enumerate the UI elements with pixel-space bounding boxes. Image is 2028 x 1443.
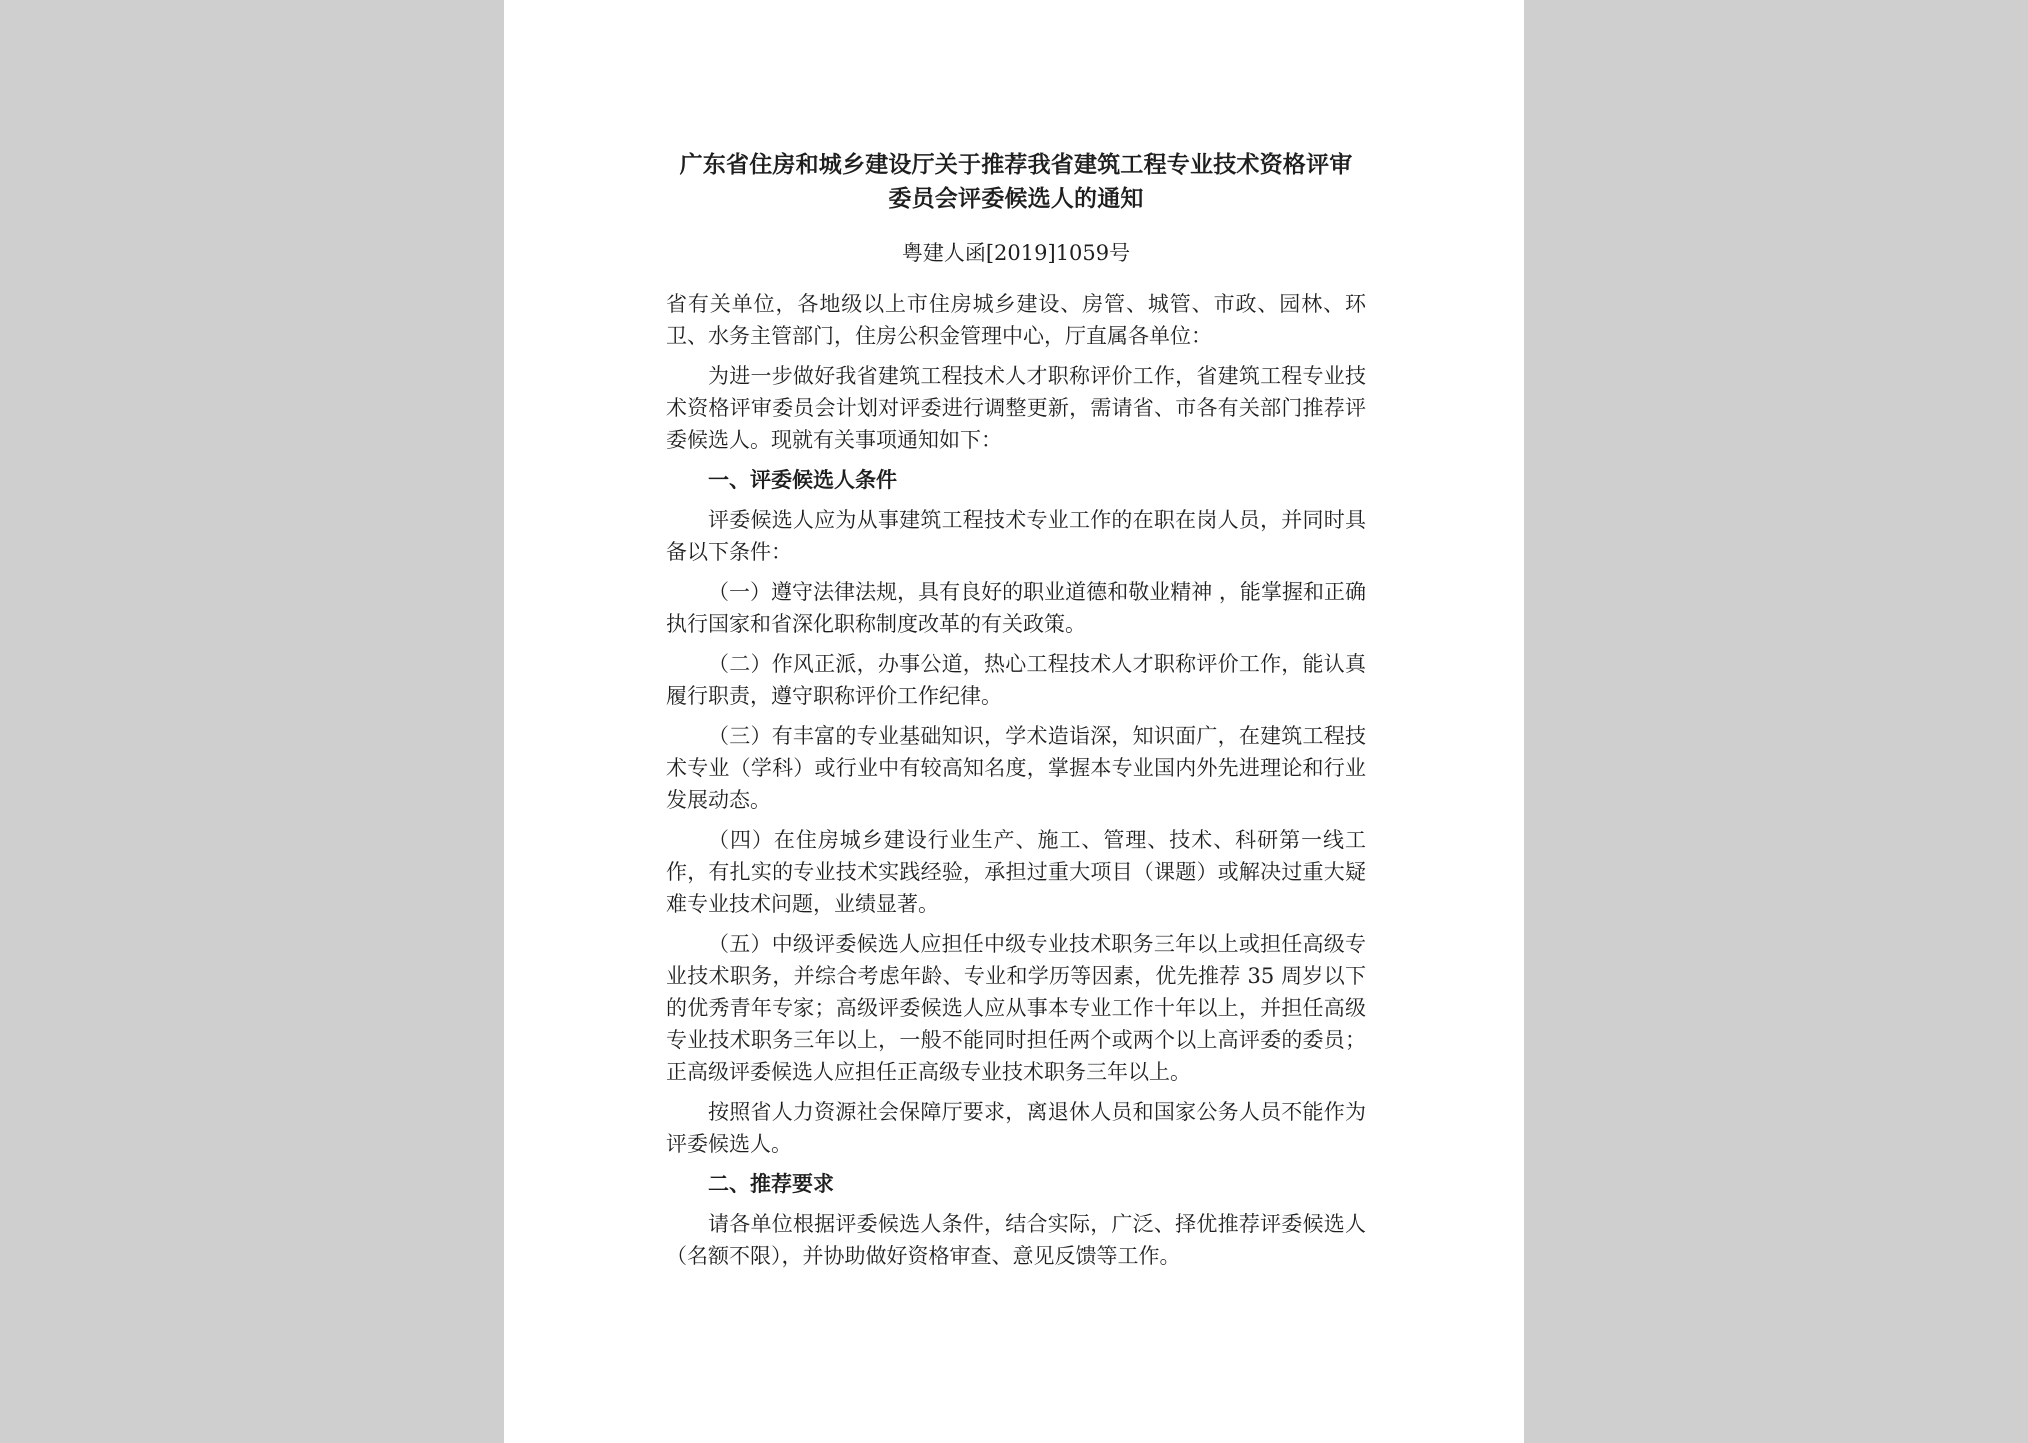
document-page (504, 0, 1524, 1443)
condition-item-2: （二）作风正派，办事公道，热心工程技术人才职称评价工作，能认真履行职责，遵守职称评价工作纪律。 (666, 652, 1366, 708)
title-line-1: 广东省住房和城乡建设厅关于推荐我省建筑工程专业技术资格评审 (679, 151, 1353, 178)
condition-item-1: （一）遵守法律法规，具有良好的职业道德和敬业精神 ，能掌握和正确执行国家和省深化职称制度改革的有关政策。 (666, 580, 1366, 636)
section-1-lead: 评委候选人应为从事建筑工程技术专业工作的在职在岗人员，并同时具备以下条件： (666, 508, 1366, 564)
page-content (666, 148, 1366, 1272)
document-number: 粤建人函[2019]1059号 (901, 241, 1131, 265)
condition-item-4: （四）在住房城乡建设行业生产、施工、管理、技术、科研第一线工作，有扎实的专业技术实践经验，承担过重大项目（课题）或解决过重大疑难专业技术问题，业绩显著。 (666, 828, 1366, 916)
condition-item-3: （三）有丰富的专业基础知识，学术造诣深，知识面广，在建筑工程技术专业（学科）或行业中有较高知名度，掌握本专业国内外先进理论和行业发展动态。 (666, 724, 1366, 812)
section-2-heading: 二、推荐要求 (708, 1171, 834, 1196)
section-1-heading: 一、评委候选人条件 (708, 467, 897, 492)
intro-paragraph: 为进一步做好我省建筑工程技术人才职称评价工作，省建筑工程专业技术资格评审委员会计划对评委进行调整更新，需请省、市各有关部门推荐评委候选人。现就有关事项通知如下： (666, 364, 1366, 452)
section-2-body: 请各单位根据评委候选人条件，结合实际，广泛、择优推荐评委候选人（名额不限），并协助做好资格审查、意见反馈等工作。 (666, 1212, 1366, 1268)
condition-item-5: （五）中级评委候选人应担任中级专业技术职务三年以上或担任高级专业技术职务，并综合考虑年龄、专业和学历等因素，优先推荐 35 周岁以下的优秀青年专家；高级评委候选人应从事本专业工作十年以上，并担任高级专业技术职务三年以上，一般不能同时担任两个或两个以上高评委的委员；正高级评委候选人应担任正高级专业技术职务三年以上。 (666, 932, 1366, 1084)
title-line-2: 委员会评委候选人的通知 (888, 185, 1144, 212)
section-1-note: 按照省人力资源社会保障厅要求，离退休人员和国家公务人员不能作为评委候选人。 (666, 1100, 1366, 1156)
document-title (666, 148, 1366, 216)
addressee: 省有关单位，各地级以上市住房城乡建设、房管、城管、市政、园林、环卫、水务主管部门，住房公积金管理中心，厅直属各单位： (666, 292, 1366, 348)
